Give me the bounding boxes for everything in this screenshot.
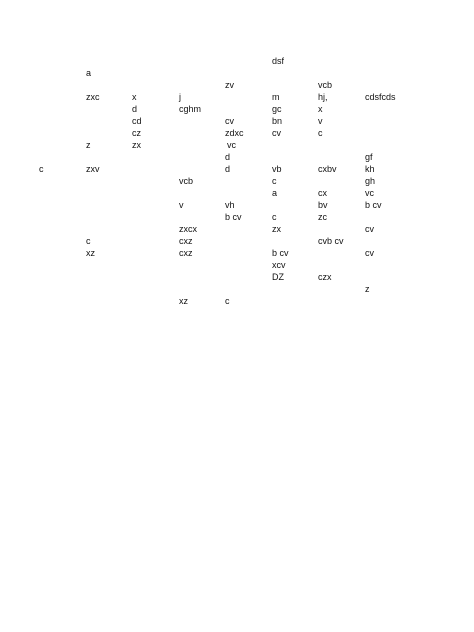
cell-r9-c5: d [225, 164, 231, 174]
cell-r13-c7: zc [318, 212, 327, 222]
cell-r11-c6: a [272, 188, 278, 198]
cell-r7-c3: zx [132, 140, 141, 150]
cell-r12-c4: v [179, 200, 184, 210]
cell-r12-c7: bv [318, 200, 328, 210]
cell-r11-c7: cx [318, 188, 327, 198]
cell-r13-c5: b cv [225, 212, 242, 222]
cell-r0-c6: dsf [272, 56, 285, 66]
cell-r7-c2: z [86, 140, 91, 150]
cell-r6-c6: cv [272, 128, 281, 138]
cell-r18-c6: DZ [272, 272, 284, 282]
cell-r2-c7: vcb [318, 80, 333, 90]
cell-r4-c3: d [132, 104, 138, 114]
cell-r4-c7: x [318, 104, 323, 114]
cell-r3-c8: cdsfcds [365, 92, 396, 102]
cell-r15-c7: cvb cv [318, 236, 344, 246]
cell-r13-c6: c [272, 212, 277, 222]
cell-r1-c2: a [86, 68, 92, 78]
cell-r10-c8: gh [365, 176, 376, 186]
cell-r9-c7: cxbv [318, 164, 337, 174]
cell-r5-c3: cd [132, 116, 142, 126]
cell-r14-c8: cv [365, 224, 374, 234]
cell-r18-c7: czx [318, 272, 332, 282]
cell-r9-c2: zxv [86, 164, 100, 174]
cell-r10-c6: c [272, 176, 277, 186]
cell-r6-c3: cz [132, 128, 141, 138]
cell-r12-c8: b cv [365, 200, 382, 210]
cell-r15-c2: c [86, 236, 91, 246]
cell-r3-c4: j [179, 92, 181, 102]
cell-r19-c8: z [365, 284, 370, 294]
cell-r8-c8: gf [365, 152, 373, 162]
cell-r20-c4: xz [179, 296, 188, 306]
cell-r3-c6: m [272, 92, 280, 102]
cell-r12-c5: vh [225, 200, 235, 210]
cell-r4-c4: cghm [179, 104, 202, 114]
cell-r9-c6: vb [272, 164, 282, 174]
cell-r4-c6: gc [272, 104, 282, 114]
cell-r10-c4: vcb [179, 176, 194, 186]
cell-r7-c5: vc [227, 140, 236, 150]
cell-r3-c2: zxc [86, 92, 100, 102]
cell-r2-c5: zv [225, 80, 234, 90]
cell-r6-c7: c [318, 128, 323, 138]
cell-r16-c6: b cv [272, 248, 289, 258]
cell-r5-c5: cv [225, 116, 234, 126]
cell-r8-c5: d [225, 152, 231, 162]
cell-r5-c6: bn [272, 116, 283, 126]
cell-r16-c2: xz [86, 248, 95, 258]
cell-r14-c4: zxcx [179, 224, 197, 234]
cell-r20-c5: c [225, 296, 230, 306]
cell-r14-c6: zx [272, 224, 281, 234]
cell-r9-c1: c [39, 164, 44, 174]
cell-r5-c7: v [318, 116, 323, 126]
cell-r17-c6: xcv [272, 260, 286, 270]
cell-r6-c5: zdxc [225, 128, 244, 138]
cell-r3-c7: hj, [318, 92, 328, 102]
cell-r3-c3: x [132, 92, 137, 102]
cell-r15-c4: cxz [179, 236, 193, 246]
cell-r9-c8: kh [365, 164, 375, 174]
cell-r16-c8: cv [365, 248, 374, 258]
cell-r11-c8: vc [365, 188, 374, 198]
cell-r16-c4: cxz [179, 248, 193, 258]
